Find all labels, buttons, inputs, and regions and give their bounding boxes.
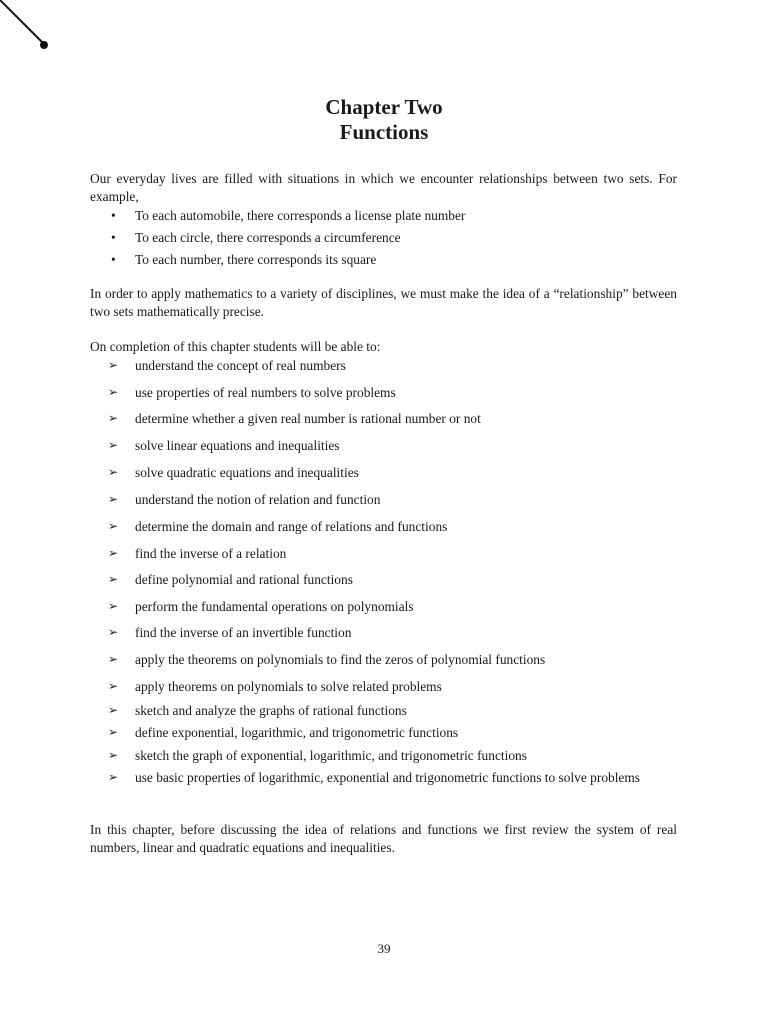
arrowhead-icon: ➢ xyxy=(108,492,119,506)
list-item-text: perform the fundamental operations on polynomials xyxy=(135,599,414,614)
arrowhead-icon: ➢ xyxy=(108,438,119,452)
arrowhead-icon: ➢ xyxy=(108,652,119,666)
bullet-dot-icon: • xyxy=(111,252,116,267)
motivation-paragraph: In order to apply mathematics to a variety of disciplines, we must make the idea of a “relationship” between two sets mathematically precise. xyxy=(90,286,677,319)
list-item xyxy=(90,700,677,721)
list-item-text: sketch and analyze the graphs of rational functions xyxy=(135,703,407,718)
bullet-dot-icon: • xyxy=(111,208,116,223)
arrowhead-icon: ➢ xyxy=(108,703,119,717)
list-item xyxy=(90,722,677,743)
arrowhead-icon: ➢ xyxy=(108,625,119,639)
intro-paragraph: Our everyday lives are filled with situations in which we encounter relationships between two sets. For example, xyxy=(90,171,677,204)
list-item xyxy=(90,207,677,229)
list-item-text: apply the theorems on polynomials to find the zeros of polynomial functions xyxy=(135,652,546,667)
objectives-lead: On completion of this chapter students will be able to: xyxy=(90,339,381,354)
list-item-text: solve quadratic equations and inequalities xyxy=(135,465,359,480)
chapter-number: Chapter Two xyxy=(325,95,443,119)
arrowhead-icon: ➢ xyxy=(108,358,119,372)
list-item-text: define polynomial and rational functions xyxy=(135,572,353,587)
list-item-text: find the inverse of an invertible function xyxy=(135,625,352,640)
arrowhead-icon: ➢ xyxy=(108,411,119,425)
list-item xyxy=(90,435,677,456)
example-bullet-list xyxy=(90,207,677,273)
closing-paragraph: In this chapter, before discussing the idea of relations and functions we first review the system of real numbers, linear and quadratic equations and inequalities. xyxy=(90,822,677,855)
list-item xyxy=(90,596,677,617)
list-item-text: sketch the graph of exponential, logarithmic, and trigonometric functions xyxy=(135,748,527,763)
arrowhead-icon: ➢ xyxy=(108,679,119,693)
list-item-text: use basic properties of logarithmic, exponential and trigonometric functions to solve problems xyxy=(135,770,640,785)
list-item xyxy=(90,676,677,697)
arrowhead-icon: ➢ xyxy=(108,599,119,613)
list-item xyxy=(90,745,677,766)
list-item-text: determine the domain and range of relations and functions xyxy=(135,519,448,534)
list-item xyxy=(90,516,677,537)
list-item-text: understand the concept of real numbers xyxy=(135,358,346,373)
list-item xyxy=(90,355,677,376)
list-item-text: determine whether a given real number is rational number or not xyxy=(135,411,481,426)
arrowhead-icon: ➢ xyxy=(108,385,119,399)
arrowhead-icon: ➢ xyxy=(108,572,119,586)
list-item xyxy=(90,649,677,670)
arrowhead-icon: ➢ xyxy=(108,725,119,739)
arrowhead-icon: ➢ xyxy=(108,519,119,533)
list-item xyxy=(90,229,677,251)
list-item-text: To each number, there corresponds its square xyxy=(135,252,377,267)
list-item-text: understand the notion of relation and function xyxy=(135,492,381,507)
arrowhead-icon: ➢ xyxy=(108,748,119,762)
list-item-text: use properties of real numbers to solve problems xyxy=(135,385,396,400)
list-item xyxy=(90,767,677,788)
list-item-text: To each automobile, there corresponds a license plate number xyxy=(135,208,466,223)
list-item xyxy=(90,569,677,590)
list-item-text: solve linear equations and inequalities xyxy=(135,438,340,453)
arrowhead-icon: ➢ xyxy=(108,546,119,560)
list-item xyxy=(90,462,677,483)
list-item xyxy=(90,408,677,429)
page-number: 39 xyxy=(377,941,391,956)
list-item xyxy=(90,489,677,510)
arrowhead-icon: ➢ xyxy=(108,770,119,784)
chapter-title: Functions xyxy=(339,120,429,144)
list-item xyxy=(90,543,677,564)
list-item-text: define exponential, logarithmic, and trigonometric functions xyxy=(135,725,459,740)
list-item xyxy=(90,622,677,643)
corner-arrow-mark xyxy=(0,0,60,60)
arrowhead-icon: ➢ xyxy=(108,465,119,479)
bullet-dot-icon: • xyxy=(111,230,116,245)
list-item xyxy=(90,251,677,273)
list-item-text: To each circle, there corresponds a circumference xyxy=(135,230,401,245)
list-item-text: find the inverse of a relation xyxy=(135,546,287,561)
list-item xyxy=(90,382,677,403)
list-item-text: apply theorems on polynomials to solve related problems xyxy=(135,679,442,694)
